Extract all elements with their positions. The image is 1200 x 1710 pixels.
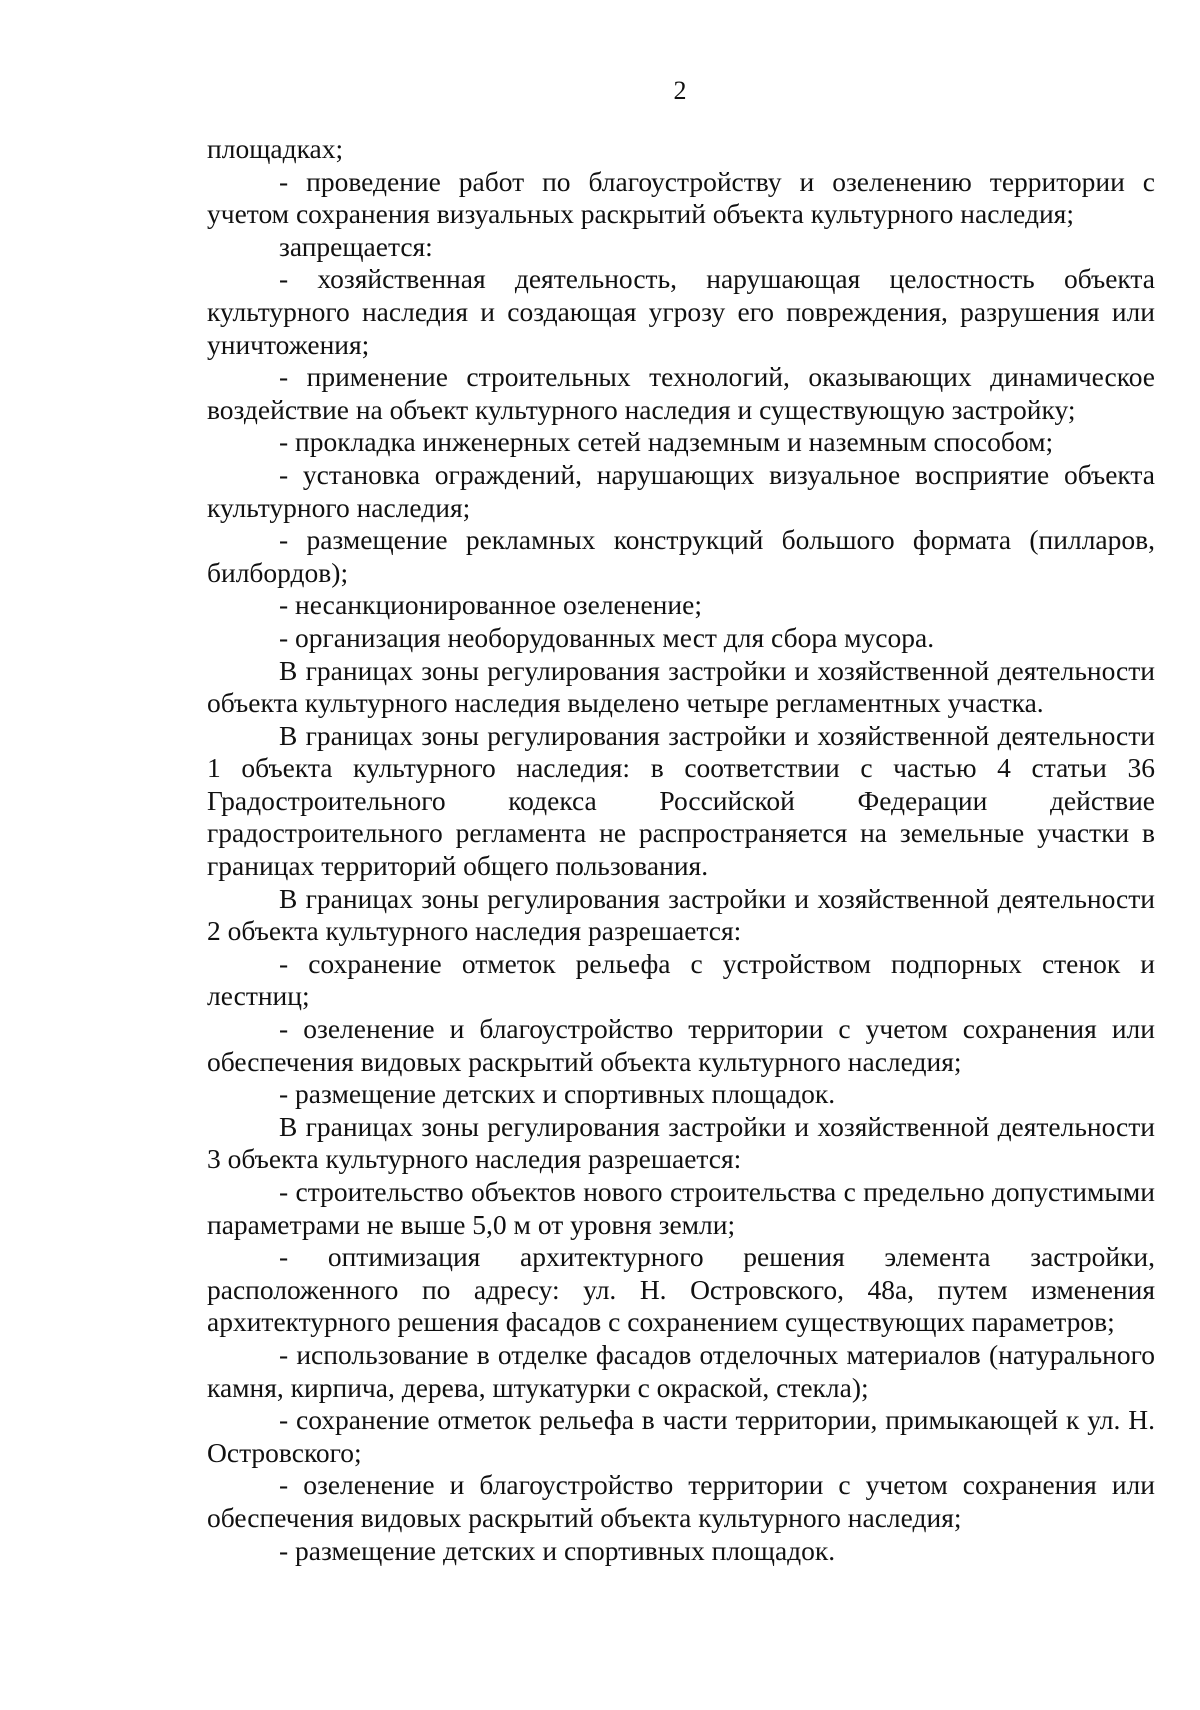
- paragraph: - сохранение отметок рельефа в части территории, примыкающей к ул. Н. Островского;: [207, 1404, 1155, 1468]
- paragraph: В границах зоны регулирования застройки и хозяйственной деятельности объекта культурного наследия выделено четыре регламентных участка.: [207, 654, 1155, 719]
- paragraph: - размещение рекламных конструкций большого формата (пилларов, билбордов);: [207, 524, 1155, 588]
- paragraph: - озеленение и благоустройство территории с учетом сохранения или обеспечения видовых раскрытий объекта культурного наследия;: [207, 1469, 1155, 1533]
- paragraph: В границах зоны регулирования застройки и хозяйственной деятельности 1 объекта культурного наследия: в соответствии с частью 4 статьи 36 Градостроительного кодекса Российской Федерации действие градостроительного регламента не распространяется на земельные участки в границах территорий общего пользования.: [207, 719, 1155, 882]
- paragraph: - оптимизация архитектурного решения элемента застройки, расположенного по адресу: ул. Н. Островского, 48а, путем изменения архитектурного решения фасадов с сохранением существующих параметров;: [207, 1241, 1155, 1338]
- paragraph: - строительство объектов нового строительства с предельно допустимыми параметрами не выше 5,0 м от уровня земли;: [207, 1176, 1155, 1240]
- paragraph: - несанкционированное озеленение;: [279, 589, 702, 621]
- paragraph: - сохранение отметок рельефа с устройством подпорных стенок и лестниц;: [207, 947, 1155, 1012]
- paragraph: - установка ограждений, нарушающих визуальное восприятие объекта культурного наследия;: [207, 458, 1155, 523]
- paragraph: - использование в отделке фасадов отделочных материалов (натурального камня, кирпича, дерева, штукатурки с окраской, стекла);: [207, 1338, 1155, 1403]
- paragraph: В границах зоны регулирования застройки и хозяйственной деятельности 2 объекта культурного наследия разрешается:: [207, 882, 1155, 947]
- paragraph: - размещение детских и спортивных площадок.: [279, 1078, 836, 1110]
- paragraph: - прокладка инженерных сетей надземным и наземным способом;: [279, 426, 1054, 458]
- paragraph: площадках;: [207, 133, 344, 164]
- paragraph: В границах зоны регулирования застройки и хозяйственной деятельности 3 объекта культурного наследия разрешается:: [207, 1110, 1155, 1175]
- document-body: [207, 133, 1155, 1567]
- paragraph: - хозяйственная деятельность, нарушающая целостность объекта культурного наследия и создающая угрозу его повреждения, разрушения или уничтожения;: [207, 263, 1155, 360]
- paragraph: - озеленение и благоустройство территории с учетом сохранения или обеспечения видовых раскрытий объекта культурного наследия;: [207, 1013, 1155, 1077]
- paragraph: - размещение детских и спортивных площадок.: [279, 1534, 836, 1566]
- paragraph: - организация необорудованных мест для сбора мусора.: [279, 621, 935, 653]
- page-number: 2: [673, 76, 687, 105]
- paragraph: запрещается:: [279, 230, 433, 262]
- paragraph: - проведение работ по благоустройству и озеленению территории с учетом сохранения визуальных раскрытий объекта культурного наследия;: [207, 165, 1155, 230]
- paragraph: - применение строительных технологий, оказывающих динамическое воздействие на объект культурного наследия и существующую застройку;: [207, 361, 1155, 425]
